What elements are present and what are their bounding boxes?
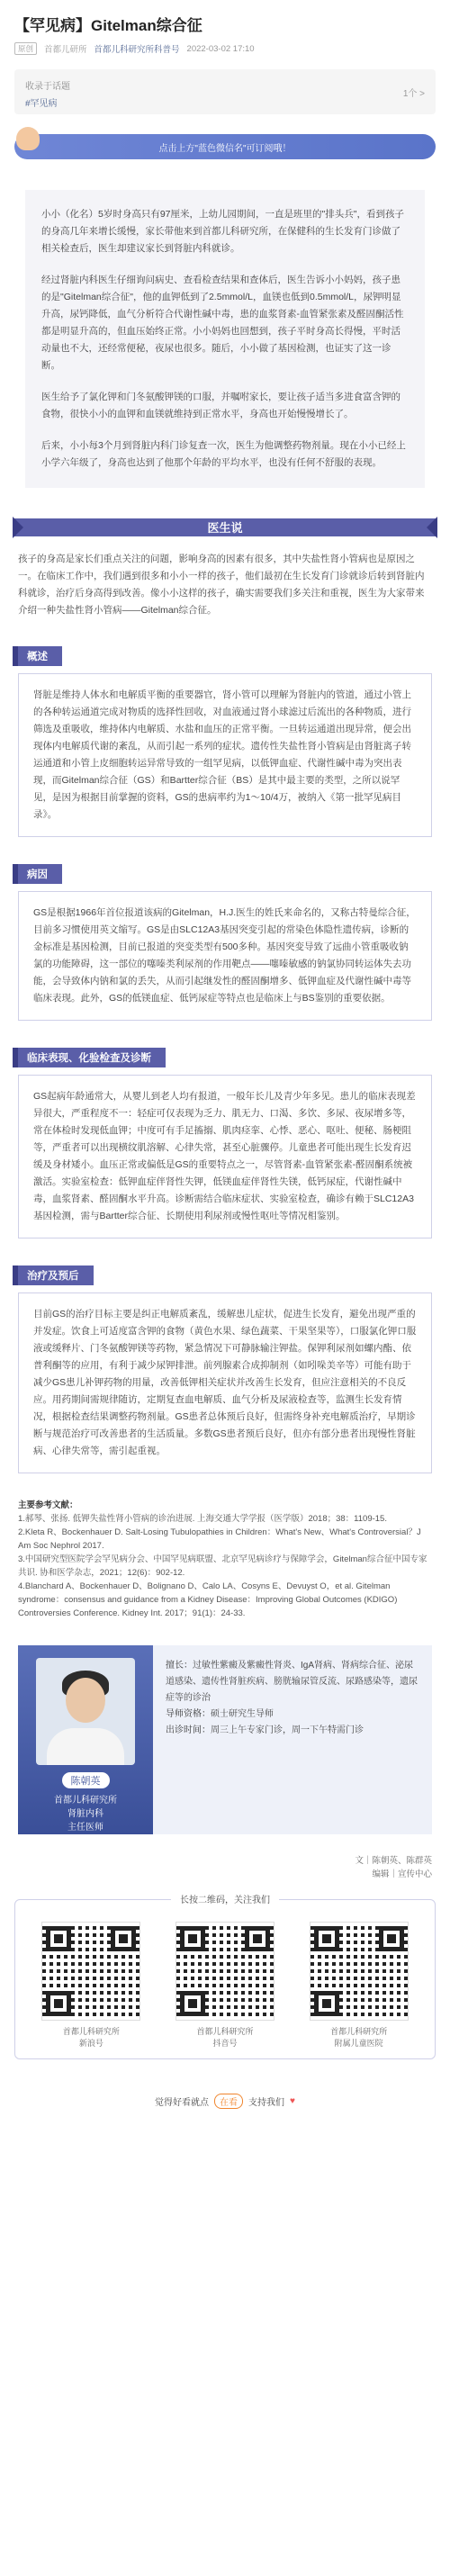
doctor-dept-line: 首都儿科研究所 <box>54 1796 117 1806</box>
doctor-dept-line: 肾脏内科 <box>68 1809 104 1819</box>
specialty-text: 过敏性紫癜及紫癜性肾炎、IgA肾病、肾病综合征、泌尿道感染、遗传性肾脏疾病、膀胱输尿管反流、尿路感染等，遗尿症等的诊治 <box>166 1661 418 1703</box>
specialty-label: 擅长： <box>166 1661 193 1671</box>
qr-code-icon[interactable] <box>310 1922 409 2021</box>
footer-text-after: 支持我们 <box>248 2097 285 2108</box>
doctor-dept-line: 主任医师 <box>68 1823 104 1833</box>
qr-row <box>24 1922 426 2049</box>
subsection-body: GS起病年龄通常大，从婴儿到老人均有报道，一般年长儿及青少年多见。患儿的临床表现差异很大，严重程度不一：轻症可仅表现为乏力、肌无力、口渴、多饮、多尿、夜尿增多等，常在体检时发现低血钾；中度可有手足搐搦、肌肉痉挛、心悸、恶心、呕吐、便秘、肠梗阻等，严重者可以出现横纹肌溶解、心律失常，甚至心脏骤停。儿童患者可能出现生长发育迟缓及身材矮小。血压正常或偏低是GS的重要特点之一，尽管肾素-血管紧张素-醛固酮系统被激活。实验室检查：低钾血症伴肾性失钾，低镁血症伴肾性失镁，低钙尿症，代谢性碱中毒，血浆肾素、醛固酮水平升高。诊断需结合临床症状、实验室检查，确诊有赖于SLC12A3基因检测，需与Bartter综合征、长期使用利尿剂或慢性呕吐等情况相鉴别。 <box>18 1075 432 1238</box>
references-title: 主要参考文献： <box>18 1500 78 1510</box>
doctor-coat <box>47 1728 124 1765</box>
qr-header: 长按二维码，关注我们 <box>171 1892 279 1905</box>
section-title-text: 医生说 <box>196 518 253 536</box>
left-triangle-icon <box>13 517 23 538</box>
qr-name: 首都儿科研究所 <box>196 2027 254 2036</box>
doctor-card <box>18 1645 432 1834</box>
intro-paragraph: 医生给予了氯化钾和门冬氨酸钾镁的口服，并嘱咐家长，要让孩子适当多进食富含钾的食物，很快小小的血钾和血镁就维持到正常水平，身高也开始慢慢增长了。 <box>41 392 400 419</box>
subsection-title: 病因 <box>18 864 62 884</box>
right-triangle-icon <box>427 517 437 538</box>
footer-cta <box>14 2083 436 2119</box>
qr-sub: 新浪号 <box>78 2039 104 2048</box>
pointing-hand-icon <box>16 127 40 150</box>
topic-tag[interactable]: #罕见病 <box>25 99 58 109</box>
subsection-title: 概述 <box>18 646 62 666</box>
collection-nav[interactable]: 1个 > <box>402 89 425 99</box>
topic-collection[interactable] <box>14 69 436 114</box>
intro-paragraph: 经过肾脏内科医生仔细询问病史、查看检查结果和查体后，医生告诉小小妈妈，孩子患的是"Gitelman综合征"，他的血钾低到了2.5mmol/L，血镁也低到0.5mmol/L，尿钾明显升高，尿钙降低，血气分析符合代谢性碱中毒，患的血浆肾素-血管紧张素及醛固酮活性都是明显升高的，但血压始终正常。小小妈妈也回想到，孩子平时身高长得慢，平时活动量也不大，还经常便秘，夜尿也很多。随后，小小做了基因检测，也证实了这一诊断。 <box>41 275 404 371</box>
subsection-body: 肾脏是维持人体水和电解质平衡的重要器官，肾小管可以理解为肾脏内的管道，通过小管上的各种转运通道完成对物质的选择性回收，对血液通过肾小球滤过后流出的各种物质，进行筛选及重吸收，维持体内电解质、水盐和血压的正常平衡。一旦转运通道出现异常，便会出现体内电解质代谢的紊乱，从而引起一系列的症状。遗传性失盐性肾小管病是由肾脏离子转运通道和小管上皮细胞转运异常导致的一组罕见病，以低钾血症、代谢性碱中毒为突出表现，而Gitelman综合征（GS）和Bartter综合征（BS）是其中最主要的类型，之所以说罕见，是因为根据目前掌握的资料，GS的患病率约为1～10/4万，被纳入《第一批罕见病目录》。 <box>18 673 432 837</box>
qr-name: 首都儿科研究所 <box>330 2027 388 2036</box>
references <box>18 1499 432 1620</box>
qr-code-icon[interactable] <box>41 1922 140 2021</box>
doctor-role <box>166 1707 419 1723</box>
reference-item: 3.中国研究型医院学会罕见病分会、中国罕见病联盟、北京罕见病诊疗与保障学会，Gitelman综合征中国专家共识. 协和医学杂志，2021；12(6)：902-12. <box>18 1554 428 1578</box>
collection-label: 收录于话题 <box>25 82 70 92</box>
intro-paragraph: 后来，小小每3个月到肾脏内科门诊复查一次，医生为他调整药物剂量。现在小小已经上小学六年级了，身高也达到了他那个年龄的平均水平，也没有任何不舒服的表现。 <box>41 440 406 468</box>
qr-caption <box>330 2026 387 2049</box>
qr-item[interactable] <box>172 1922 278 2049</box>
qr-sub: 抖音号 <box>212 2039 238 2048</box>
intro-paragraph: 小小（化名）5岁时身高只有97厘米，上幼儿园期间，一直是班里的"排头兵"，看到孩子的身高几年来增长缓慢，家长带他来到首都儿科研究所，在保健科的生长发育门诊做了相关检查后，医生却建议家长到肾脏内科就诊。 <box>41 209 404 254</box>
doctor-photo <box>36 1658 135 1765</box>
subsection-etiology <box>18 864 432 1021</box>
reference-item: 2.Kleta R、Bockenhauer D. Salt-Losing Tubulopathies in Children：What's New、What's Controversial？J Am Soc Nephrol 2017. <box>18 1527 421 1551</box>
intro-box <box>25 190 425 488</box>
role-label: 导师资格： <box>166 1709 211 1719</box>
publish-time: 2022-03-02 17:10 <box>186 43 255 54</box>
subsection-title: 治疗及预后 <box>18 1265 94 1285</box>
qr-item[interactable] <box>306 1922 412 2049</box>
qr-caption <box>63 2026 120 2049</box>
credits <box>18 1854 432 1881</box>
clinic-label: 出诊时间： <box>166 1725 211 1735</box>
doctor-profile <box>18 1645 153 1834</box>
qr-caption <box>196 2026 253 2049</box>
doctor-info <box>153 1645 432 1834</box>
qr-sub: 附属儿童医院 <box>334 2039 383 2048</box>
account-link[interactable]: 首都儿科研究所科普号 <box>94 45 180 55</box>
doctor-specialty <box>166 1658 419 1707</box>
subsection-body: 目前GS的治疗目标主要是纠正电解质紊乱，缓解患儿症状，促进生长发育，避免出现严重的并发症。饮食上可适度富含钾的食物（黄色水果、绿色蔬菜、干果坚果等），口服氯化钾口服液或缓释片、门冬氨酸钾镁等药物，紧急情况下可静脉输注钾盐。保钾利尿剂如螺内酯、依普利酮等的应用，有利于减少尿钾排泄。前列腺素合成抑制剂（如吲哚美辛等）可能有助于减少GS患儿补钾药物的用量，改善低钾相关症状并改善生长发育，但应注意相关的不良反应。用药期间需规律随访，定期复查血电解质、血气分析及尿液检查等，监测生长发育情况，根据检查结果调整药物剂量。GS患者总体预后良好，但需终身补充电解质治疗，早期诊断与规范治疗可改善患者的生活质量。多数GS患者预后良好，但亦有部分患者出现慢性肾脏病、心律失常等，需引起重视。 <box>18 1293 432 1473</box>
subsection-clinical <box>18 1048 432 1238</box>
banner-text: 点击上方"蓝色微信名"可订阅哦！ <box>158 143 292 154</box>
article-title: 【罕见病】Gitelman综合征 <box>14 17 202 34</box>
subsection-treatment <box>18 1265 432 1473</box>
qr-item[interactable] <box>38 1922 144 2049</box>
article-meta <box>14 42 436 55</box>
reference-item: 1.郝琴、张扬. 低钾失盐性肾小管病的诊治进展. 上海交通大学学报（医学版）2018；38：1109-15. <box>18 1514 387 1524</box>
author-name: 首都儿研所 <box>44 45 87 55</box>
subscribe-banner[interactable] <box>14 134 436 159</box>
qr-code-icon[interactable] <box>176 1922 274 2021</box>
doctor-department <box>54 1794 117 1834</box>
heart-icon: ♥ <box>290 2095 295 2106</box>
section-paragraph: 孩子的身高是家长们重点关注的问题，影响身高的因素有很多，其中失盐性肾小管病也是原因之一。在临床工作中，我们遇到很多和小小一样的孩子，他们最初在生长发育门诊就诊后转到肾脏内科就诊，治疗后身高得到改善。像小小这样的孩子，确实需要我们多关注和重视，医生为大家带来介绍一种失盐性肾小管病——Gitelman综合征。 <box>18 554 425 616</box>
credit-editor: 编辑｜宣传中心 <box>372 1869 432 1879</box>
subsection-title: 临床表现、化验检查及诊断 <box>18 1048 166 1067</box>
footer-text-before: 觉得好看就点 <box>155 2097 210 2108</box>
section-title <box>14 515 436 538</box>
subsection-body: GS是根据1966年首位报道该病的Gitelman，H.J.医生的姓氏来命名的，又称古特曼综合征，目前多习惯使用英文缩写。GS是由SLC12A3基因突变引起的常染色体隐性遗传病，诊断的金标准是基因检测，目前已报道的突变类型有500多种。基因突变导致了远曲小管重吸收钠氯的功能障碍，这一部位的噻嗪类利尿剂的作用靶点——噻嗪敏感的钠氯协同转运体失去功能，会导致体内钠和氯的丢失，从而引起继发性的醛固酮增多、低钾血症及代谢性碱中毒等临床表现。此外，GS的低镁血症、低钙尿症等特点也是临床上与BS鉴别的重要依据。 <box>18 891 432 1021</box>
doctor-face <box>66 1678 105 1723</box>
subsection-overview <box>18 646 432 837</box>
doctor-clinic <box>166 1723 419 1739</box>
credit-author: 文｜陈朝英、陈群英 <box>355 1856 432 1866</box>
original-badge: 原创 <box>14 42 37 55</box>
in-view-button[interactable]: 在看 <box>214 2094 243 2109</box>
role-text: 硕士研究生导师 <box>211 1709 274 1719</box>
reference-item: 4.Blanchard A、Bockenhauer D、Bolignano D、Calo LA、Cosyns E、Devuyst O，et al. Gitelman syndrome：consensus and guidance from a Kidney Disease：Improving Global Outcomes (KDIGO) Controversies Conference. Kidney Int. 2017；91(1)：24-33. <box>18 1581 398 1618</box>
article-header <box>0 0 450 55</box>
qr-name: 首都儿科研究所 <box>62 2027 120 2036</box>
clinic-text: 周三上午专家门诊，周一下午特需门诊 <box>211 1725 364 1735</box>
doctor-name: 陈朝英 <box>62 1772 110 1788</box>
qr-section <box>14 1896 436 2059</box>
